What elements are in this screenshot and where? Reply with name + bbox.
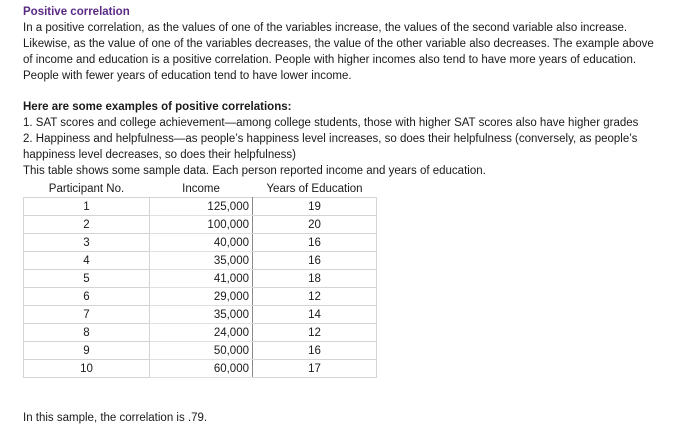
cell-participant: 6 bbox=[24, 288, 150, 306]
cell-participant: 8 bbox=[24, 324, 150, 342]
table-row bbox=[24, 306, 377, 324]
document bbox=[23, 4, 683, 426]
cell-years: 18 bbox=[253, 270, 377, 288]
table-row bbox=[24, 342, 377, 360]
table-row bbox=[24, 234, 377, 252]
example-line: happiness level decreases, so does their helpfulness) bbox=[23, 149, 296, 161]
intro-line: Likewise, as the value of one of the variables decreases, the value of the other variable also decreases. The example above bbox=[23, 38, 654, 50]
table-header-row bbox=[24, 180, 377, 198]
table-row bbox=[24, 360, 377, 378]
cell-participant: 4 bbox=[24, 252, 150, 270]
section-heading: Positive correlation bbox=[23, 6, 130, 18]
cell-participant: 2 bbox=[24, 216, 150, 234]
cell-income: 41,000 bbox=[150, 270, 253, 288]
intro-line: People with fewer years of education tend to have lower income. bbox=[23, 70, 352, 82]
cell-years: 16 bbox=[253, 234, 377, 252]
table-row bbox=[24, 252, 377, 270]
table-row bbox=[24, 324, 377, 342]
examples-list bbox=[23, 115, 683, 179]
cell-income: 125,000 bbox=[150, 198, 253, 216]
cell-years: 16 bbox=[253, 252, 377, 270]
cell-income: 60,000 bbox=[150, 360, 253, 378]
cell-participant: 3 bbox=[24, 234, 150, 252]
intro-line: of income and education is a positive correlation. People with higher incomes also tend to have more years of education. bbox=[23, 54, 637, 66]
cell-years: 14 bbox=[253, 306, 377, 324]
cell-participant: 1 bbox=[24, 198, 150, 216]
cell-income: 100,000 bbox=[150, 216, 253, 234]
table-row bbox=[24, 198, 377, 216]
table-intro: This table shows some sample data. Each person reported income and years of education. bbox=[23, 165, 486, 177]
cell-years: 12 bbox=[253, 324, 377, 342]
intro-line: In a positive correlation, as the values of one of the variables increase, the values of the second variable also increase. bbox=[23, 22, 628, 34]
header-participant: Participant No. bbox=[48, 182, 125, 195]
example-line: 1. SAT scores and college achievement—among college students, those with higher SAT scores also have higher grades bbox=[23, 117, 639, 129]
sample-data-table bbox=[23, 180, 377, 378]
cell-participant: 10 bbox=[24, 360, 150, 378]
cell-income: 24,000 bbox=[150, 324, 253, 342]
correlation-summary: In this sample, the correlation is .79. bbox=[23, 412, 208, 424]
cell-years: 19 bbox=[253, 198, 377, 216]
examples-title: Here are some examples of positive correlations: bbox=[23, 101, 292, 113]
cell-income: 29,000 bbox=[150, 288, 253, 306]
cell-years: 20 bbox=[253, 216, 377, 234]
cell-participant: 9 bbox=[24, 342, 150, 360]
cell-participant: 7 bbox=[24, 306, 150, 324]
cell-years: 16 bbox=[253, 342, 377, 360]
cell-income: 40,000 bbox=[150, 234, 253, 252]
intro-paragraph bbox=[23, 20, 683, 84]
header-income: Income bbox=[182, 182, 220, 195]
cell-participant: 5 bbox=[24, 270, 150, 288]
cell-income: 50,000 bbox=[150, 342, 253, 360]
table-row bbox=[24, 216, 377, 234]
example-line: 2. Happiness and helpfulness—as people’s happiness level increases, so does their helpfulness (conversely, as people’s bbox=[23, 133, 638, 145]
cell-years: 17 bbox=[253, 360, 377, 378]
header-years-education: Years of Education bbox=[266, 182, 363, 195]
cell-income: 35,000 bbox=[150, 252, 253, 270]
table-row bbox=[24, 270, 377, 288]
table-row bbox=[24, 288, 377, 306]
cell-years: 12 bbox=[253, 288, 377, 306]
cell-income: 35,000 bbox=[150, 306, 253, 324]
